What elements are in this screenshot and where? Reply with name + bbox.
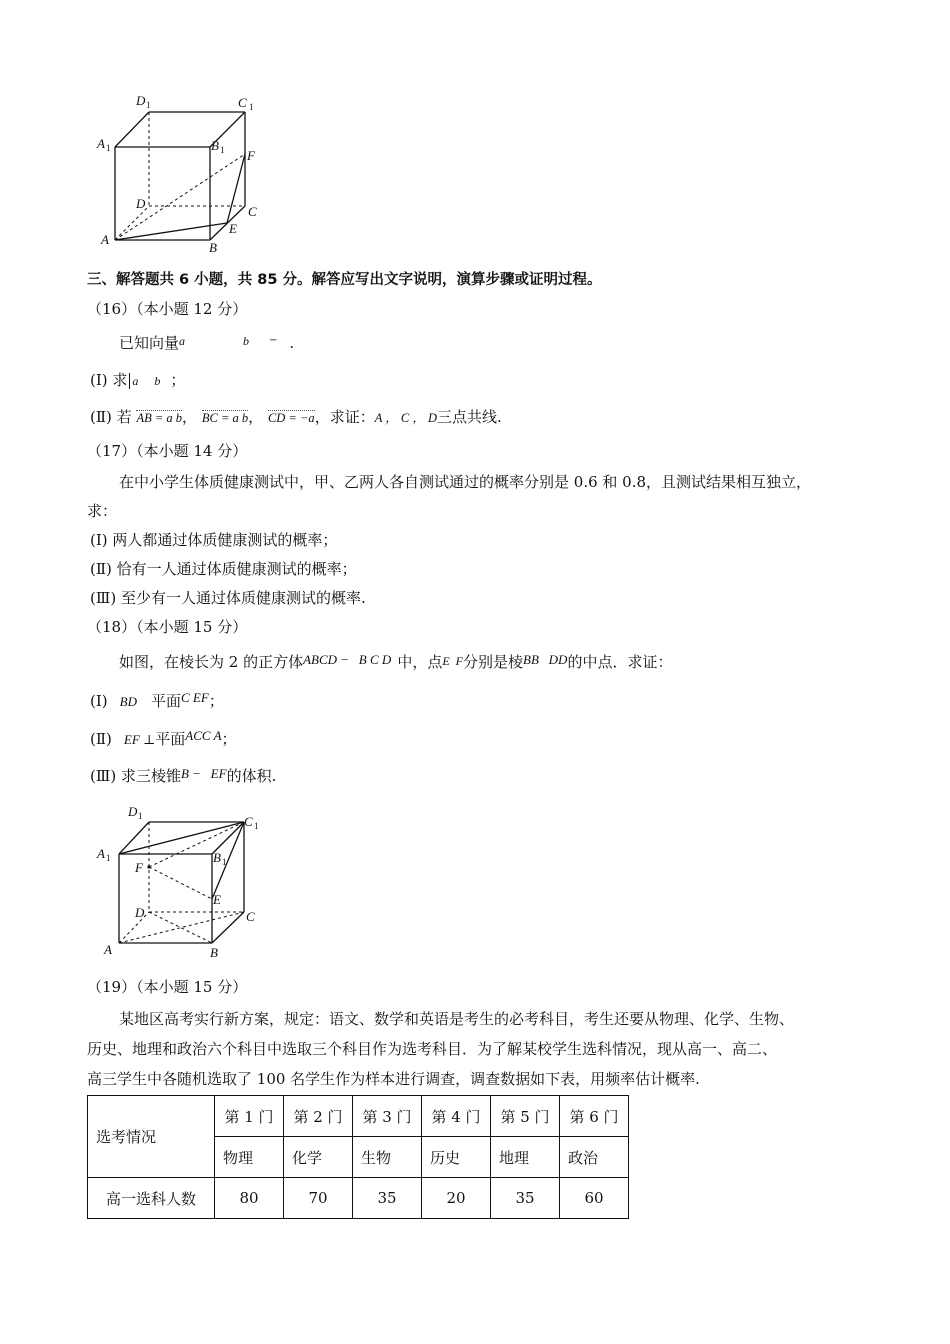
label-a1: A bbox=[97, 846, 105, 861]
q18-part2-text: 平面 bbox=[155, 730, 186, 748]
q18-intro-c: 分别是棱 bbox=[463, 653, 524, 671]
label-d1-sub: 1 bbox=[138, 811, 143, 821]
section-heading: 三、解答题共 6 小题，共 85 分。解答应写出文字说明，演算步骤或证明过程。 bbox=[87, 272, 602, 288]
col-num-5: 第 5 门 bbox=[491, 1096, 560, 1137]
q18-part2-end: ； bbox=[221, 730, 237, 748]
label-b1: B bbox=[211, 138, 219, 153]
col-subject-3: 生物 bbox=[353, 1137, 422, 1178]
col-num-6: 第 6 门 bbox=[560, 1096, 629, 1137]
col-subject-4: 历史 bbox=[422, 1137, 491, 1178]
q16-part2-label: (Ⅱ) 若 bbox=[90, 408, 132, 426]
header-label-cell: 选考情况 bbox=[88, 1096, 215, 1178]
q18-plane-cef: C EF bbox=[181, 690, 209, 705]
q16-part1-end: ； bbox=[170, 371, 186, 389]
table-row bbox=[88, 1178, 629, 1219]
value-cell-4: 20 bbox=[422, 1178, 491, 1219]
q18-intro bbox=[119, 651, 672, 672]
q16-part1-label: (Ⅰ) 求 bbox=[90, 371, 128, 389]
q18-line-bd: BD bbox=[119, 694, 137, 709]
q16-part1 bbox=[90, 369, 185, 390]
label-b1-sub: 1 bbox=[220, 145, 225, 155]
q18-plane-acca: ACC A bbox=[185, 728, 222, 743]
q19-header: （19）（本小题 15 分） bbox=[87, 978, 248, 996]
q16-vec-cd: CD = −a bbox=[267, 411, 315, 425]
label-c: C bbox=[248, 204, 257, 219]
q18-part1-label: (Ⅰ) bbox=[90, 692, 108, 710]
label-d1: D bbox=[136, 93, 146, 108]
q19-line2: 历史、地理和政治六个科目中选取三个科目作为选考科目．为了解某校学生选科情况，现从高一、高二、 bbox=[87, 1040, 778, 1058]
label-f: F bbox=[135, 860, 143, 875]
edge-bc bbox=[212, 912, 244, 943]
value-cell-5: 35 bbox=[491, 1178, 560, 1219]
label-b1-sub: 1 bbox=[222, 857, 227, 867]
hidden-edge-ad bbox=[115, 206, 149, 240]
label-f: F bbox=[247, 148, 255, 163]
edge-a1d1 bbox=[119, 822, 149, 854]
label-c1: C bbox=[244, 814, 253, 829]
q17-part1: (Ⅰ) 两人都通过体质健康测试的概率； bbox=[90, 531, 338, 549]
q18-points-ef: E F bbox=[442, 654, 463, 668]
label-a: A bbox=[101, 232, 109, 247]
q16-intro bbox=[119, 332, 294, 353]
label-a1-sub: 1 bbox=[106, 143, 111, 153]
q16-part1-b: b bbox=[154, 374, 161, 388]
q16-vec-bc: BC = a b bbox=[201, 411, 249, 425]
table-row bbox=[88, 1096, 629, 1137]
q19-line3: 高三学生中各随机选取了 100 名学生作为样本进行调查，调查数据如下表，用频率估计概率. bbox=[87, 1070, 700, 1088]
q17-header: （17）（本小题 14 分） bbox=[87, 442, 248, 460]
cube-figure-1 bbox=[92, 92, 272, 257]
label-d1-sub: 1 bbox=[146, 100, 151, 110]
q17-part2: (Ⅱ) 恰有一人通过体质健康测试的概率； bbox=[90, 560, 357, 578]
q19-line1: 某地区高考实行新方案，规定：语文、数学和英语是考生的必考科目，考生还要从物理、化学、生物、 bbox=[119, 1010, 795, 1028]
label-b: B bbox=[209, 240, 217, 255]
value-cell-1: 80 bbox=[215, 1178, 284, 1219]
diagonal-a1c1 bbox=[119, 822, 244, 854]
col-subject-2: 化学 bbox=[284, 1137, 353, 1178]
vector-b: b bbox=[243, 334, 250, 348]
q18-part2-label: (Ⅱ) bbox=[90, 730, 112, 748]
selection-table bbox=[87, 1095, 629, 1219]
label-d: D bbox=[136, 196, 146, 211]
q18-intro-d: 的中点．求证： bbox=[567, 653, 673, 671]
q16-collinear: 三点共线. bbox=[436, 408, 502, 426]
col-num-4: 第 4 门 bbox=[422, 1096, 491, 1137]
label-a: A bbox=[104, 942, 112, 957]
hidden-segment-af bbox=[115, 154, 245, 240]
q16-header: （16）（本小题 12 分） bbox=[87, 300, 248, 318]
hidden-segment-fc1 bbox=[149, 822, 244, 867]
label-a1: A bbox=[97, 136, 105, 151]
point-f bbox=[147, 865, 150, 868]
label-c1-sub: 1 bbox=[254, 821, 259, 831]
hidden-diagonal-bd bbox=[149, 912, 212, 943]
q18-cube-name: ABCD − B C D bbox=[303, 652, 392, 667]
q16-prove: ，求证： bbox=[314, 408, 375, 426]
vector-a: a bbox=[179, 334, 186, 348]
segment-ef bbox=[227, 154, 245, 223]
col-num-2: 第 2 门 bbox=[284, 1096, 353, 1137]
q18-part1-end: ； bbox=[208, 692, 224, 710]
q16-intro-end: . bbox=[289, 334, 295, 352]
value-cell-3: 35 bbox=[353, 1178, 422, 1219]
q18-part2 bbox=[90, 728, 237, 749]
col-subject-6: 政治 bbox=[560, 1137, 629, 1178]
q18-intro-b: 中，点 bbox=[397, 653, 443, 671]
label-e: E bbox=[229, 221, 237, 236]
label-e: E bbox=[213, 892, 221, 907]
q18-line-ef: EF ⊥ bbox=[123, 732, 156, 747]
q17-intro-line2: 求： bbox=[87, 502, 118, 520]
hidden-segment-fe bbox=[149, 867, 212, 899]
q16-minus: − bbox=[269, 335, 278, 346]
col-num-1: 第 1 门 bbox=[215, 1096, 284, 1137]
value-cell-2: 70 bbox=[284, 1178, 353, 1219]
q18-part1 bbox=[90, 690, 224, 711]
q18-part3-label: (Ⅲ) 求三棱锥 bbox=[90, 767, 181, 785]
label-d1: D bbox=[128, 804, 138, 819]
label-d: D bbox=[135, 905, 145, 920]
row-label-cell: 高一选科人数 bbox=[88, 1178, 215, 1219]
q16-vec-ab: AB = a b bbox=[136, 411, 183, 425]
q16-intro-prefix: 已知向量 bbox=[119, 334, 180, 352]
col-subject-1: 物理 bbox=[215, 1137, 284, 1178]
hidden-edge-ad bbox=[119, 912, 149, 943]
label-c: C bbox=[246, 909, 255, 924]
q17-intro-line1: 在中小学生体质健康测试中，甲、乙两人各自测试通过的概率分别是 0.6 和 0.8，且测试结果相互独立， bbox=[119, 473, 812, 491]
q18-part1-text: 平面 bbox=[150, 692, 181, 710]
col-subject-5: 地理 bbox=[491, 1137, 560, 1178]
q18-header: （18）（本小题 15 分） bbox=[87, 618, 248, 636]
label-c1: C bbox=[238, 95, 247, 110]
value-cell-6: 60 bbox=[560, 1178, 629, 1219]
q16-part1-a: a bbox=[132, 374, 139, 388]
label-a1-sub: 1 bbox=[106, 853, 111, 863]
q18-edges: BB DD bbox=[523, 652, 568, 667]
label-b1: B bbox=[213, 850, 221, 865]
q18-part3 bbox=[90, 765, 276, 786]
q18-intro-a: 如图，在棱长为 2 的正方体 bbox=[119, 653, 304, 671]
col-num-3: 第 3 门 bbox=[353, 1096, 422, 1137]
q17-part3: (Ⅲ) 至少有一人通过体质健康测试的概率. bbox=[90, 589, 366, 607]
edge-a1d1 bbox=[115, 112, 149, 147]
q18-tetrahedron: B − EF bbox=[180, 766, 227, 781]
label-b: B bbox=[210, 945, 218, 960]
cube-figure-2 bbox=[92, 800, 272, 965]
q16-part2: (Ⅱ) 若 AB = a b， BC = a b， CD = −a，求证：A ， C ， D三点共线. bbox=[90, 408, 502, 426]
q18-part3-end: 的体积. bbox=[226, 767, 277, 785]
q16-points: A ， C ， D bbox=[374, 411, 437, 425]
label-c1-sub: 1 bbox=[249, 102, 254, 112]
